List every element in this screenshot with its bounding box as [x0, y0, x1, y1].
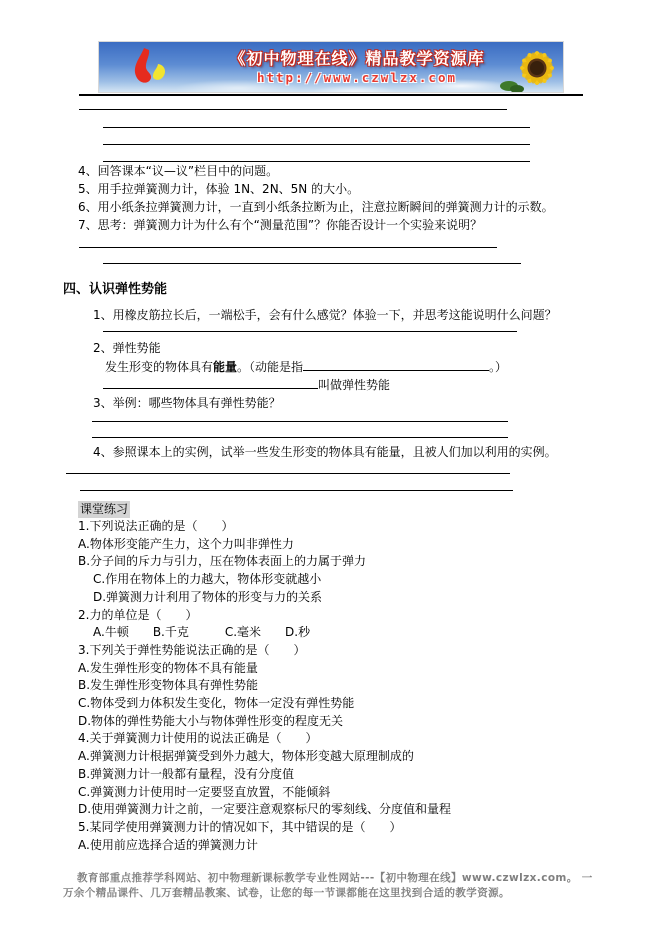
q2-close-text: 。） [489, 359, 508, 374]
ex-q4-option-a: A.弹簧测力计根据弹簧受到外力越大，物体形变越大原理制成的 [78, 749, 414, 764]
exercise-heading-label: 课堂练习 [78, 501, 130, 519]
answer-blank-line [92, 422, 508, 438]
exercise-heading [78, 501, 661, 519]
ex-q1-option-c: C.作用在物体上的力越大，物体形变就越小 [93, 572, 322, 587]
ex-q5-option-a: A.使用前应选择合适的弹簧测力计 [78, 837, 258, 852]
site-banner [99, 42, 563, 92]
answer-blank-line [66, 462, 510, 474]
ex-q1: 1.下列说法正确的是（ ） [78, 519, 234, 533]
s4-question-2-line1 [105, 358, 661, 377]
ex-q3-option-d: D.物体的弹性势能大小与物体弹性形变的程度无关 [78, 713, 344, 728]
ex-q5: 5.某同学使用弹簧测力计的情况如下，其中错误的是（ ） [78, 819, 402, 834]
s4-question-3: 3、举例：哪些物体具有弹性势能？ [93, 395, 281, 410]
s4-question-4: 4、参照课本上的实例，试举一些发生形变的物体具有能量，且被人们加以利用的实例。 [93, 445, 557, 459]
answer-blank-line [103, 110, 530, 128]
banner-url: http://www.czwlzx.com [256, 70, 458, 85]
ex-q4-option-c: C.弹簧测力计使用时一定要竖直放置，不能倾斜 [78, 784, 331, 799]
answer-blank-line [103, 128, 530, 145]
q2-suffix-text: 叫做弹性势能 [318, 378, 391, 392]
s4-question-2-line2 [103, 376, 661, 395]
answer-blank-line [80, 474, 513, 491]
ex-q2-options: A.牛顿 B.千克 C.毫米 D.秒 [93, 625, 311, 640]
banner-text-block [197, 46, 517, 85]
ex-q1-option-b: B.分子间的斥力与引力，压在物体表面上的力属于弹力 [78, 554, 367, 569]
answer-blank-line [103, 248, 521, 264]
answer-blank-line [103, 324, 517, 332]
question-6: 6、用小纸条拉弹簧测力计，一直到小纸条拉断为止，注意拉断瞬间的弹簧测力计的示数。 [78, 200, 554, 214]
q2-bold-term: 能量 [213, 359, 238, 374]
ex-q1-option-a: A.物体形变能产生力，这个力叫非弹性力 [78, 536, 294, 551]
answer-blank-line [92, 412, 508, 422]
ex-q3-option-c: C.物体受到力体积发生变化，物体一定没有弹性势能 [78, 696, 355, 711]
ex-q2: 2.力的单位是（ ） [78, 607, 198, 622]
q2-pre-text: 发生形变的物体具有 [105, 359, 214, 374]
sunflower-icon [499, 44, 561, 92]
ex-q3-option-b: B.发生弹性形变物体具有弹性势能 [78, 678, 259, 693]
answer-blank-line [79, 101, 507, 110]
ex-q1-option-d: D.弹簧测力计利用了物体的形变与力的关系 [93, 589, 323, 604]
section-heading: 四、认识弹性势能 [63, 282, 168, 297]
question-5: 5、用手拉弹簧测力计，体验 1N、2N、5N 的大小。 [78, 182, 360, 196]
inline-blank [303, 358, 489, 371]
ex-q3: 3.下列关于弹性势能说法正确的是（ ） [78, 642, 306, 657]
question-4: 4、回答课本“议—议”栏目中的问题。 [78, 164, 279, 178]
ex-q4: 4.关于弹簧测力计使用的说法正确是（ ） [78, 731, 318, 746]
ex-q3-option-a: A.发生弹性形变的物体不具有能量 [78, 660, 258, 675]
s4-question-1: 1、用橡皮筋拉长后，一端松手，会有什么感觉？体验一下，并思考这能说明什么问题？ [93, 308, 557, 322]
header-divider [79, 94, 583, 96]
s4-question-2-label: 2、弹性势能 [93, 341, 161, 355]
banner-title: 《初中物理在线》精品教学资源库 [229, 49, 485, 68]
question-7: 7、思考：弹簧测力计为什么有个“测量范围”？你能否设计一个实验来说明？ [78, 218, 483, 232]
inline-blank [103, 376, 318, 389]
page-footer: 教育部重点推荐学科网站、初中物理新课标教学专业性网站---【初中物理在线】www.czwlzx.com。 一万余个精品课件、几万套精品教案、试卷，让您的每一节课都能在这里找到合适的教学资源。 [63, 872, 593, 899]
flame-logo-icon [129, 47, 179, 91]
document-body [0, 101, 661, 900]
answer-blank-line [79, 234, 497, 248]
ex-q4-option-d: D.使用弹簧测力计之前，一定要注意观察标尺的零刻线、分度值和量程 [78, 802, 452, 817]
q2-mid-text: 。（动能是指 [237, 359, 304, 374]
ex-q4-option-b: B.弹簧测力计一般都有量程，没有分度值 [78, 766, 295, 781]
answer-blank-line [103, 145, 530, 162]
